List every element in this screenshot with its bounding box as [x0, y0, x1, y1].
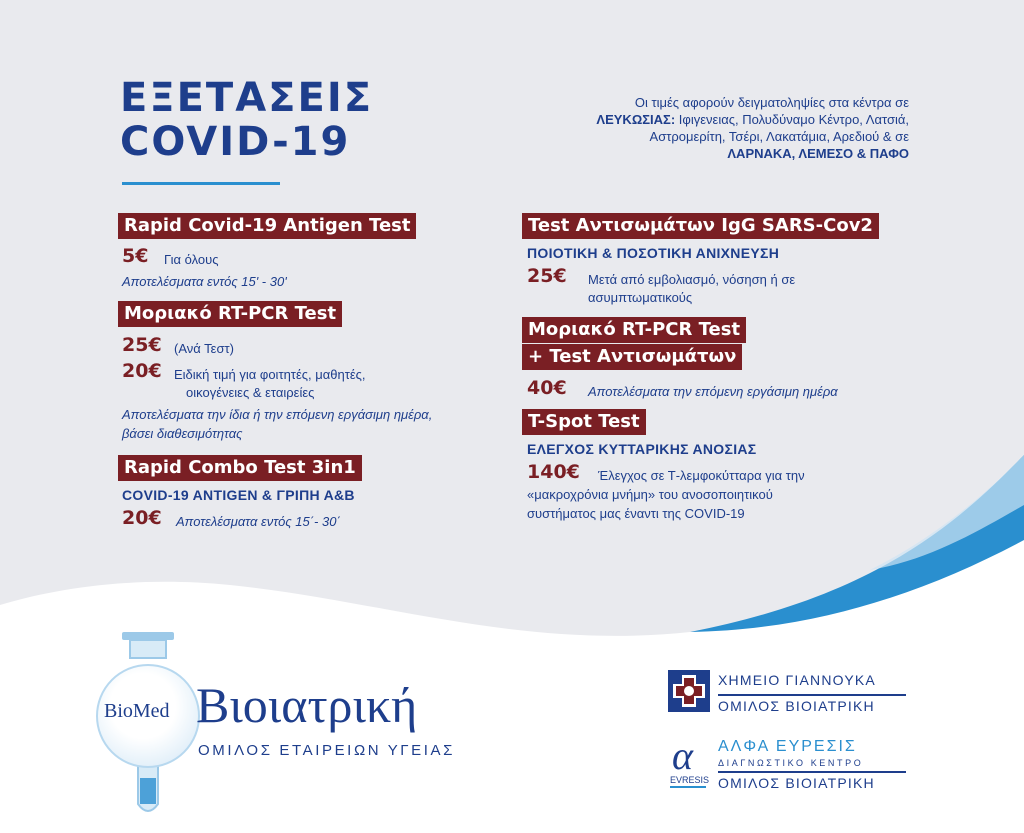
- pcr-antibodies-header-line1: Μοριακό RT-PCR Test: [522, 317, 746, 343]
- page-title: [120, 76, 373, 164]
- pcr-price-special: 20€: [122, 360, 162, 382]
- partner1-divider: [718, 694, 906, 696]
- svg-text:EVRESIS: EVRESIS: [670, 775, 710, 785]
- locations-note: [489, 94, 909, 162]
- title-divider: [122, 182, 280, 185]
- pcr-antibodies-price: 40€: [527, 377, 567, 399]
- antibodies-subtitle: ΠΟΙΟΤΙΚΗ & ΠΟΣΟΤΙΚΗ ΑΝΙΧΝΕΥΣΗ: [527, 245, 780, 261]
- partner1-group: ΟΜΙΛΟΣ ΒΙΟΙΑΤΡΙΚΗ: [718, 698, 875, 714]
- pcr-price-special-desc-line1: Ειδική τιμή για φοιτητές, μαθητές,: [174, 367, 366, 382]
- rapid-antigen-price: 5€: [122, 245, 149, 267]
- pcr-price-standard-desc: (Ανά Τεστ): [174, 341, 234, 356]
- title-line1: ΕΞΕΤΑΣΕΙΣ: [120, 75, 374, 121]
- partner2-subtitle: ΔΙΑΓΝΩΣΤΙΚΟ ΚΕΝΤΡΟ: [718, 758, 864, 768]
- rapid-antigen-desc: Για όλους: [164, 252, 219, 267]
- tspot-header: T-Spot Test: [522, 409, 646, 435]
- partner1-name: ΧΗΜΕΙΟ ΓΙΑΝΝΟΥΚΑ: [718, 672, 876, 688]
- pharmacy-cross-icon: [668, 670, 710, 712]
- brand-tagline: ΟΜΙΛΟΣ ΕΤΑΙΡΕΙΩΝ ΥΓΕΙΑΣ: [198, 742, 456, 759]
- note-line3: Αστρομερίτη, Τσέρι, Λακατάμια, Αρεδιού & σε: [649, 129, 909, 144]
- partner2-name: ΑΛΦΑ ΕΥΡΕΣΙΣ: [718, 738, 857, 755]
- alpha-logo-icon: [668, 735, 710, 793]
- antibodies-desc-line1: Μετά από εμβολιασμό, νόσηση ή σε: [588, 272, 796, 287]
- pcr-price-special-desc-line2: οικογένειες & εταιρείες: [186, 385, 315, 400]
- note-line4: ΛΑΡΝΑΚΑ, ΛΕΜΕΣΟ & ΠΑΦΟ: [727, 146, 909, 161]
- partner2-divider: [718, 771, 906, 773]
- note-line2: Ιφιγενειας, Πολυδύναμο Κέντρο, Λατσιά,: [675, 112, 909, 127]
- svg-text:α: α: [672, 735, 693, 778]
- combo-results: Αποτελέσματα εντός 15΄- 30΄: [176, 514, 341, 529]
- antibodies-header: Test Αντισωμάτων IgG SARS-Cov2: [522, 213, 879, 239]
- pcr-header: Μοριακό RT-PCR Test: [118, 301, 342, 327]
- note-line1: Οι τιμές αφορούν δειγματοληψίες στα κέντρα σε: [634, 95, 909, 110]
- combo-price: 20€: [122, 507, 162, 529]
- tspot-desc-line3: συστήματος μας έναντι της COVID-19: [527, 506, 745, 521]
- tspot-subtitle: ΕΛΕΓΧΟΣ ΚΥΤΤΑΡΙΚΗΣ ΑΝΟΣΙΑΣ: [527, 441, 757, 457]
- brand-name: Βιοιατρική: [196, 677, 418, 733]
- tspot-price: 140€: [527, 461, 580, 483]
- pcr-results-line2: βάσει διαθεσιμότητας: [122, 426, 243, 441]
- combo-header: Rapid Combo Test 3in1: [118, 455, 362, 481]
- rapid-antigen-header: Rapid Covid-19 Antigen Test: [118, 213, 416, 239]
- title-line2: COVID-19: [120, 119, 351, 165]
- pcr-antibodies-header-line2: + Test Αντισωμάτων: [522, 344, 742, 370]
- rapid-antigen-results: Αποτελέσματα εντός 15' - 30': [122, 274, 287, 289]
- biomed-logo-mark: BioMed: [104, 700, 170, 722]
- note-city-label: ΛΕΥΚΩΣΙΑΣ:: [596, 112, 676, 127]
- pcr-price-standard: 25€: [122, 334, 162, 356]
- pcr-results-line1: Αποτελέσματα την ίδια ή την επόμενη εργάσιμη ημέρα,: [122, 407, 433, 422]
- combo-subtitle: COVID-19 ANTIGEN & ΓΡΙΠΗ Α&Β: [122, 487, 355, 503]
- antibodies-desc-line2: ασυμπτωματικούς: [588, 290, 693, 305]
- antibodies-price: 25€: [527, 265, 567, 287]
- tspot-desc-line2: «μακροχρόνια μνήμη» του ανοσοποιητικού: [527, 487, 773, 502]
- pcr-antibodies-results: Αποτελέσματα την επόμενη εργάσιμη ημέρα: [588, 384, 838, 399]
- partner2-group: ΟΜΙΛΟΣ ΒΙΟΙΑΤΡΙΚΗ: [718, 775, 875, 791]
- tspot-desc-line1: Έλεγχος σε Τ-λεμφοκύτταρα για την: [598, 468, 805, 483]
